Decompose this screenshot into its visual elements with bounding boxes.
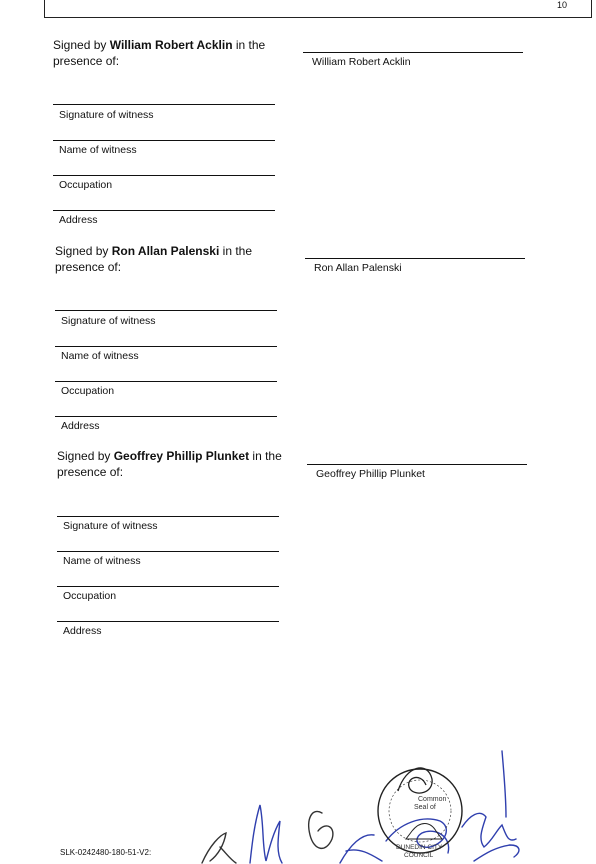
- intro-prefix: Signed by: [55, 244, 112, 258]
- intro-suffix: in the presence of:: [55, 244, 253, 274]
- witness-signature-line: [53, 104, 275, 105]
- witness-signature-label: Signature of witness: [59, 109, 154, 121]
- witness-name-line: [53, 140, 275, 141]
- witness-address-label: Address: [63, 625, 102, 637]
- intro-prefix: Signed by: [57, 449, 114, 463]
- witness-name-label: Name of witness: [61, 350, 139, 362]
- seal-text-city: DUNEDIN CITY: [396, 844, 443, 851]
- witness-occupation-label: Occupation: [63, 590, 117, 602]
- witness-occupation-line: [57, 586, 279, 587]
- witness-address-label: Address: [61, 420, 100, 432]
- witness-signature-label: Signature of witness: [61, 315, 156, 327]
- witness-address-line: [53, 210, 275, 211]
- handwritten-signatures-and-seal: [190, 735, 596, 864]
- witness-occupation-line: [53, 175, 275, 176]
- signed-by-statement: [53, 37, 283, 69]
- signatory-name-bold: William Robert Acklin: [109, 38, 233, 52]
- signatory-name-bold: Geoffrey Phillip Plunket: [113, 449, 250, 463]
- seal-text-seal-of: Seal of: [414, 804, 436, 811]
- witness-signature-label: Signature of witness: [63, 520, 158, 532]
- witness-signature-line: [55, 310, 277, 311]
- intro-suffix: in the presence of:: [53, 38, 266, 68]
- witness-signature-line: [57, 516, 279, 517]
- document-reference: SLK-0242480-180-51-V2:: [60, 848, 152, 857]
- signatory-signature-line: [307, 464, 527, 465]
- signatory-printed-name: Ron Allan Palenski: [314, 262, 402, 274]
- witness-name-label: Name of witness: [59, 144, 137, 156]
- signatory-printed-name: Geoffrey Phillip Plunket: [316, 468, 425, 480]
- page-header-frame: [44, 0, 592, 18]
- page-number: 10: [556, 0, 567, 10]
- witness-occupation-line: [55, 381, 277, 382]
- signed-by-statement: [55, 243, 285, 275]
- witness-occupation-label: Occupation: [59, 179, 113, 191]
- witness-name-line: [57, 551, 279, 552]
- signed-by-statement: [57, 448, 287, 480]
- seal-text-common: Common: [418, 796, 447, 803]
- council-seal: [378, 768, 462, 859]
- witness-address-line: [55, 416, 277, 417]
- intro-suffix: in the presence of:: [57, 449, 282, 479]
- witness-address-line: [57, 621, 279, 622]
- initials-ink: [202, 751, 519, 863]
- seal-text-council: COUNCIL: [404, 852, 434, 859]
- signatory-printed-name: William Robert Acklin: [312, 56, 411, 68]
- signatory-signature-line: [303, 52, 523, 53]
- signatory-name-bold: Ron Allan Palenski: [111, 244, 220, 258]
- intro-prefix: Signed by: [53, 38, 110, 52]
- seal-outer-ring: [378, 769, 462, 853]
- witness-name-line: [55, 346, 277, 347]
- signatory-signature-line: [305, 258, 525, 259]
- witness-name-label: Name of witness: [63, 555, 141, 567]
- witness-occupation-label: Occupation: [61, 385, 115, 397]
- witness-address-label: Address: [59, 214, 98, 226]
